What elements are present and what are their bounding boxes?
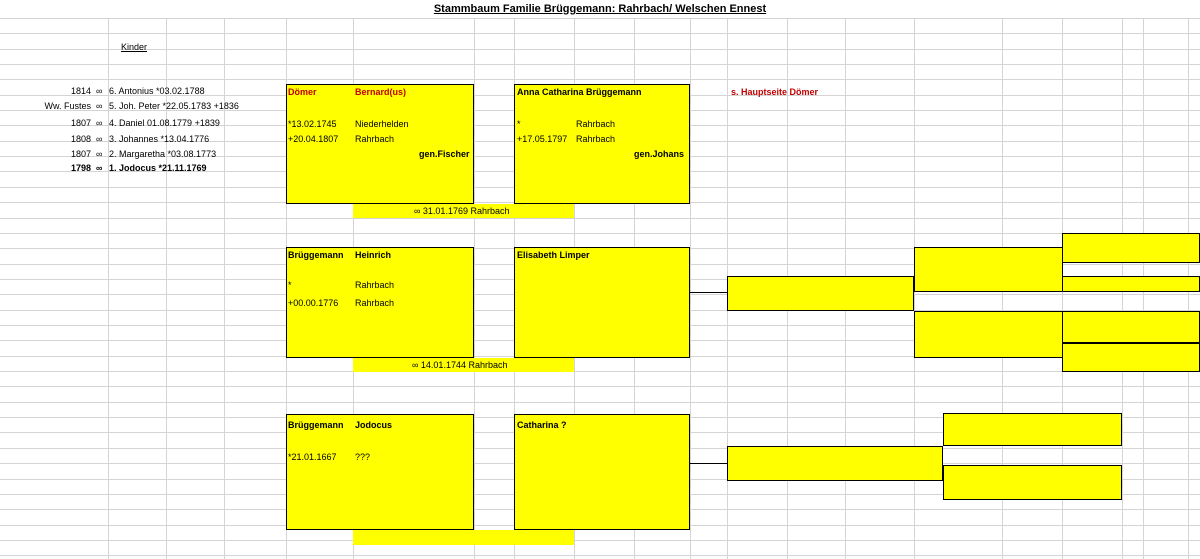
wife-box-gen3: [514, 414, 690, 530]
husband-given-name: Bernard(us): [355, 87, 407, 97]
marriage-band-gen3: [353, 530, 574, 545]
ancestor-box: [1062, 233, 1200, 263]
ancestor-box: [1062, 343, 1200, 372]
kinder-label: Kinder: [121, 42, 148, 52]
child-year: 1798: [70, 163, 91, 173]
ancestor-box: [727, 276, 914, 311]
husband-death-date: +20.04.1807: [288, 134, 339, 144]
marriage-symbol: ∞: [96, 163, 103, 173]
ancestor-box: [914, 247, 1063, 292]
child-year: 1808: [70, 134, 91, 144]
child-entry: 6. Antonius *03.02.1788: [109, 86, 205, 96]
child-entry: 5. Joh. Peter *22.05.1783 +1836: [109, 101, 239, 111]
child-year: 1814: [70, 86, 91, 96]
connector-line: [690, 292, 727, 293]
wife-death-date: +17.05.1797: [517, 134, 568, 144]
child-entry: 3. Johannes *13.04.1776: [109, 134, 210, 144]
husband-birth-place: Rahrbach: [355, 280, 395, 290]
wife-name: Elisabeth Limper: [517, 250, 590, 260]
wife-death-place: Rahrbach: [576, 134, 616, 144]
marriage-record: ∞ 14.01.1744 Rahrbach: [412, 360, 508, 370]
husband-death-date: +00.00.1776: [288, 298, 339, 308]
child-year: 1807: [70, 149, 91, 159]
husband-birth-place: ???: [355, 452, 371, 462]
child-year: 1807: [70, 118, 91, 128]
husband-death-place: Rahrbach: [355, 298, 395, 308]
wife-birth-place: Rahrbach: [576, 119, 616, 129]
marriage-symbol: ∞: [96, 101, 103, 111]
page-title: Stammbaum Familie Brüggemann: Rahrbach/ Welschen Ennest: [433, 3, 767, 15]
child-entry: 4. Daniel 01.08.1779 +1839: [109, 118, 220, 128]
wife-name: Catharina ?: [517, 420, 567, 430]
marriage-symbol: ∞: [96, 118, 103, 128]
wife-nickname: gen.Johans: [634, 149, 685, 159]
marriage-record: ∞ 31.01.1769 Rahrbach: [414, 206, 510, 216]
ancestor-box: [943, 413, 1122, 446]
husband-nickname: gen.Fischer: [419, 149, 470, 159]
husband-birth-place: Niederhelden: [355, 119, 409, 129]
ancestor-box: [1062, 311, 1200, 343]
connector-line: [690, 463, 727, 464]
note-main-page: s. Hauptseite Dömer: [731, 87, 819, 97]
child-entry: 2. Margaretha *03.08.1773: [109, 149, 217, 159]
marriage-symbol: ∞: [96, 134, 103, 144]
ancestor-box: [914, 311, 1063, 358]
husband-given-name: Jodocus: [355, 420, 393, 430]
ancestor-box: [1062, 276, 1200, 292]
ancestor-box: [943, 465, 1122, 500]
marriage-symbol: ∞: [96, 149, 103, 159]
ancestor-box: [727, 446, 943, 481]
wife-box-gen2: [514, 247, 690, 358]
husband-surname: Brüggemann: [288, 250, 344, 260]
husband-surname: Brüggemann: [288, 420, 344, 430]
child-year: Ww. Fustes: [44, 101, 91, 111]
wife-name: Anna Catharina Brüggemann: [517, 87, 642, 97]
husband-death-place: Rahrbach: [355, 134, 395, 144]
marriage-symbol: ∞: [96, 86, 103, 96]
husband-birth-date: *21.01.1667: [288, 452, 337, 462]
child-entry: 1. Jodocus *21.11.1769: [109, 163, 207, 173]
husband-birth-date: *13.02.1745: [288, 119, 337, 129]
husband-surname: Dömer: [288, 87, 317, 97]
husband-birth-date: *: [288, 280, 292, 290]
wife-birth-date: *: [517, 119, 521, 129]
husband-box-gen3: [286, 414, 474, 530]
husband-given-name: Heinrich: [355, 250, 392, 260]
